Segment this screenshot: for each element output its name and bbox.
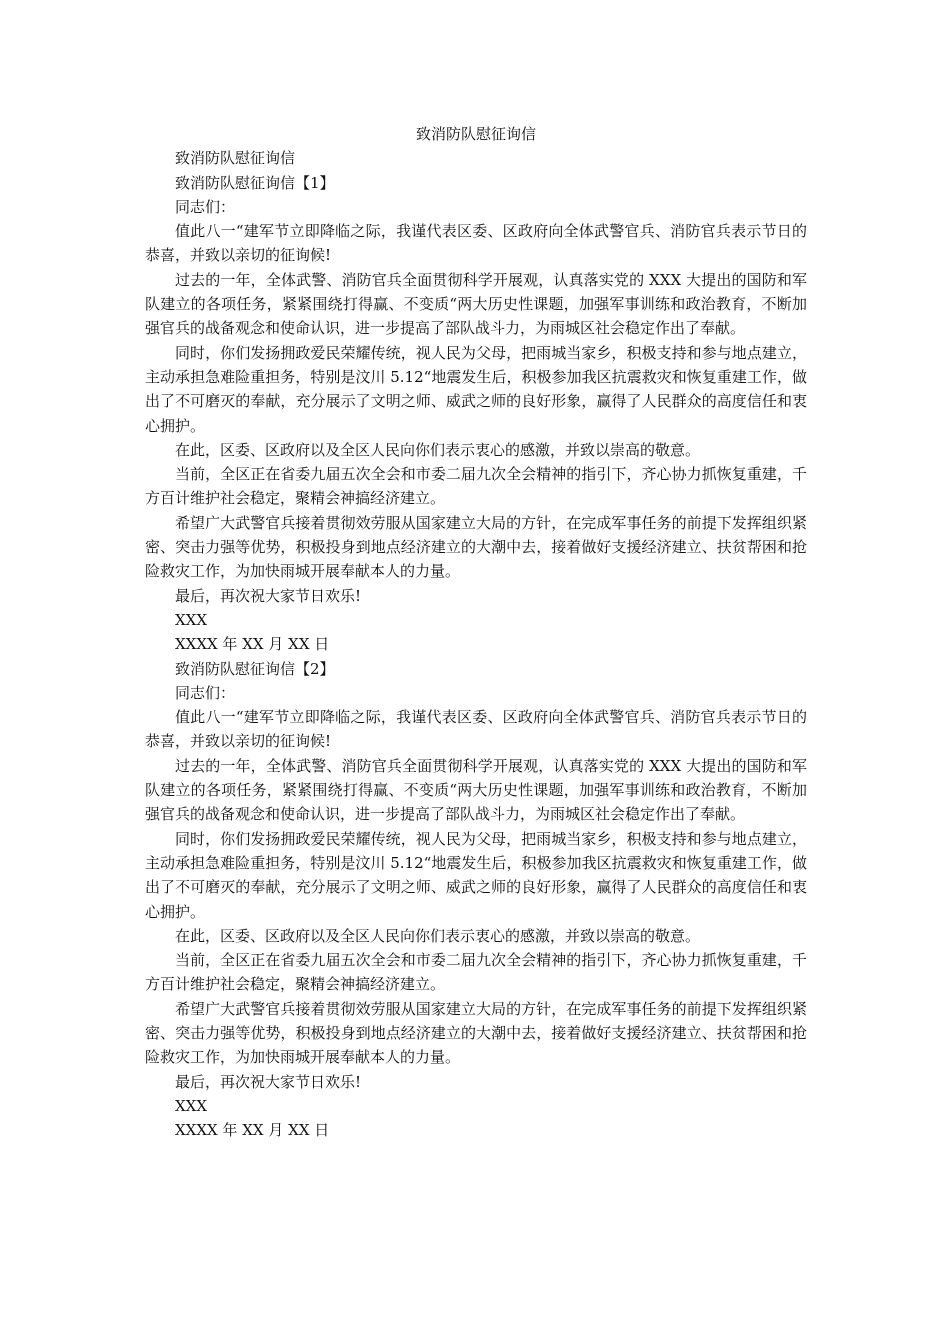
letter-signature: XXX [175,610,208,629]
letter-paragraph: 希望广大武警官兵接着贯彻效劳服从国家建立大局的方针，在完成军事任务的前提下发挥组织紧密、突击力强等优势，积极投身到地点经济建立的大潮中去，接着做好支援经济建立、扶贫帮困和抢险救灾工作，为加快雨城开展奉献本人的力量。 [145,513,807,581]
letter-paragraph: 值此八一“建军节立即降临之际，我谨代表区委、区政府向全体武警官兵、消防官兵表示节日的恭喜，并致以亲切的征询候! [145,222,807,265]
letter-paragraph: 同时，你们发扬拥政爱民荣耀传统，视人民为父母，把雨城当家乡，积极支持和参与地点建立，主动承担急难险重担务，特别是汶川 5.12“地震发生后，积极参加我区抗震救灾和恢复重建工作，做出了不可磨灭的奉献，充分展示了文明之师、威武之师的良好形象，赢得了人民群众的高度信任和衷心拥护。 [145,343,807,435]
document-subtitle: 致消防队慰征询信 [175,149,296,168]
letter-paragraph: 同时，你们发扬拥政爱民荣耀传统，视人民为父母，把雨城当家乡，积极支持和参与地点建立，主动承担急难险重担务，特别是汶川 5.12“地震发生后，积极参加我区抗震救灾和恢复重建工作，做出了不可磨灭的奉献，充分展示了文明之师、威武之师的良好形象，赢得了人民群众的高度信任和衷心拥护。 [145,829,807,921]
document-body [145,122,807,1142]
letter-2 [145,657,807,1143]
letter-paragraph: 希望广大武警官兵接着贯彻效劳服从国家建立大局的方针，在完成军事任务的前提下发挥组织紧密、突击力强等优势，积极投身到地点经济建立的大潮中去，接着做好支援经济建立、扶贫帮困和抢险救灾工作，为加快雨城开展奉献本人的力量。 [145,999,807,1067]
letter-salutation: 同志们： [175,197,236,216]
letter-paragraph: 当前，全区正在省委九届五次全会和市委二届九次全会精神的指引下，齐心协力抓恢复重建，千方百计维护社会稳定，聚精会神搞经济建立。 [145,465,807,508]
letter-1 [145,171,807,657]
letter-heading: 致消防队慰征询信【1】 [175,173,335,192]
letter-paragraph: 在此，区委、区政府以及全区人民向你们表示衷心的感激，并致以崇高的敬意。 [175,440,701,459]
letter-date: XXXX 年 XX 月 XX 日 [175,635,330,654]
letter-paragraph: 值此八一“建军节立即降临之际，我谨代表区委、区政府向全体武警官兵、消防官兵表示节日的恭喜，并致以亲切的征询候! [145,708,807,751]
letter-date: XXXX 年 XX 月 XX 日 [175,1121,330,1140]
letter-paragraph: 过去的一年，全体武警、消防官兵全面贯彻科学开展观，认真落实党的 XXX 大提出的国防和军队建立的各项任务，紧紧围绕打得赢、不变质“两大历史性课题，加强军事训练和政治教育，不断加强官兵的战备观念和使命认识，进一步提高了部队战斗力，为雨城区社会稳定作出了奉献。 [145,270,807,338]
letter-paragraph: 在此，区委、区政府以及全区人民向你们表示衷心的感激，并致以崇高的敬意。 [175,926,701,945]
letter-paragraph: 过去的一年，全体武警、消防官兵全面贯彻科学开展观，认真落实党的 XXX 大提出的国防和军队建立的各项任务，紧紧围绕打得赢、不变质“两大历史性课题，加强军事训练和政治教育，不断加强官兵的战备观念和使命认识，进一步提高了部队战斗力，为雨城区社会稳定作出了奉献。 [145,756,807,824]
letter-salutation: 同志们： [175,683,236,702]
letter-paragraph: 最后，再次祝大家节日欢乐! [175,586,362,605]
letter-paragraph: 当前，全区正在省委九届五次全会和市委二届九次全会精神的指引下，齐心协力抓恢复重建，千方百计维护社会稳定，聚精会神搞经济建立。 [145,951,807,994]
document-title: 致消防队慰征询信 [415,125,536,143]
letter-heading: 致消防队慰征询信【2】 [175,659,335,678]
letter-paragraph: 最后，再次祝大家节日欢乐! [175,1072,362,1091]
letter-signature: XXX [175,1096,208,1115]
